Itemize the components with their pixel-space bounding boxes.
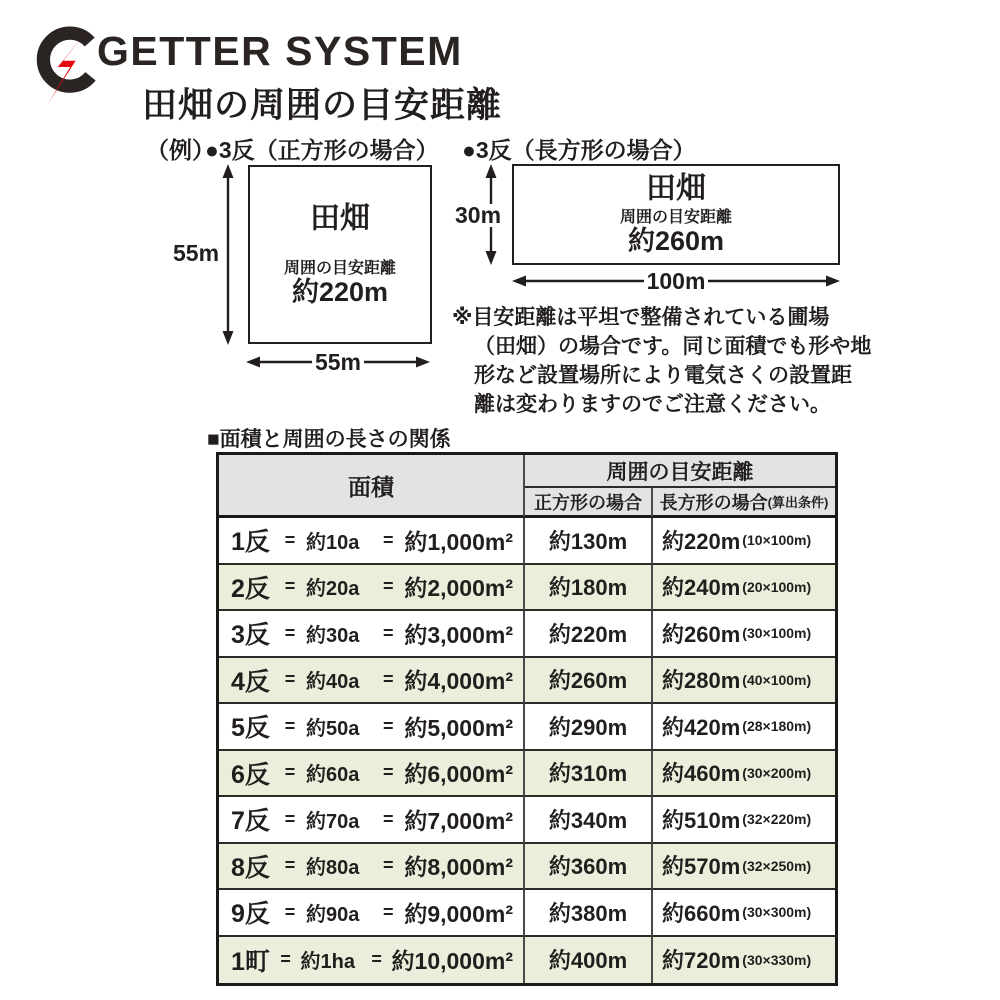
square-perimeter-cell: 約130m bbox=[525, 518, 653, 565]
brand-name: GETTER SYSTEM bbox=[97, 28, 463, 74]
equals-sign: = bbox=[284, 808, 296, 829]
area-are-value: 約10a bbox=[306, 531, 360, 554]
calc-condition: (30×300m) bbox=[742, 904, 812, 921]
rect-perimeter-cell bbox=[653, 565, 835, 612]
equals-sign: = bbox=[284, 669, 296, 690]
equals-sign: = bbox=[284, 576, 296, 597]
table-row-area-cell bbox=[219, 611, 525, 658]
area-tan-value: 4反 bbox=[231, 667, 270, 696]
rect-perimeter-value: 約570m bbox=[662, 854, 741, 880]
equals-sign: = bbox=[284, 855, 296, 876]
area-tan-value: 5反 bbox=[231, 714, 270, 743]
rect-perimeter-value: 約720m bbox=[662, 948, 741, 974]
table-row-area-cell bbox=[219, 658, 525, 705]
column-header-area: 面積 bbox=[219, 455, 525, 518]
rect-perimeter-cell bbox=[653, 937, 835, 984]
table-row-area-cell bbox=[219, 751, 525, 798]
area-are-value: 約20a bbox=[306, 578, 360, 601]
perimeter-label: 周囲の目安距離 bbox=[283, 259, 396, 277]
square-diagram-heading: ●3反（正方形の場合） bbox=[205, 137, 439, 163]
rect-perimeter-cell bbox=[653, 704, 835, 751]
area-are-value: 約30a bbox=[306, 624, 360, 647]
rect-perimeter-value: 約240m bbox=[662, 575, 741, 601]
equals-sign: = bbox=[382, 576, 394, 597]
rect-perimeter-cell bbox=[653, 844, 835, 891]
rect-perimeter-cell bbox=[653, 658, 835, 705]
note-line: ※目安距離は平坦で整備されている圃場 bbox=[452, 306, 830, 329]
horizontal-dimension-arrow bbox=[512, 267, 840, 294]
rect-width-label: 100m bbox=[644, 270, 709, 293]
area-sqm-value: 約4,000m² bbox=[404, 668, 513, 695]
calc-condition: (20×100m) bbox=[742, 578, 812, 595]
calc-condition: (40×100m) bbox=[742, 671, 812, 688]
square-perimeter-cell: 約290m bbox=[525, 704, 653, 751]
rect-perimeter-value: 約510m bbox=[662, 807, 741, 833]
area-are-value: 約90a bbox=[306, 903, 360, 926]
field-label: 田畑 bbox=[646, 172, 706, 205]
rect-perimeter-value: 約660m bbox=[662, 900, 741, 926]
equals-sign: = bbox=[284, 762, 296, 783]
rect-diagram-heading: ●3反（長方形の場合） bbox=[462, 137, 696, 163]
rect-perimeter-cell bbox=[653, 890, 835, 937]
note-line: 形など設置場所により電気さくの設置距 bbox=[474, 364, 852, 387]
rect-perimeter-value: 約260m bbox=[662, 621, 741, 647]
area-tan-value: 6反 bbox=[231, 760, 270, 789]
rect-perimeter-value: 約280m bbox=[662, 668, 741, 694]
square-perimeter-cell: 約220m bbox=[525, 611, 653, 658]
equals-sign: = bbox=[382, 715, 394, 736]
area-tan-value: 3反 bbox=[231, 621, 270, 650]
area-are-value: 約60a bbox=[306, 764, 360, 787]
page-title: 田畑の周囲の目安距離 bbox=[142, 86, 503, 125]
area-tan-value: 1反 bbox=[231, 528, 270, 557]
area-are-value: 約50a bbox=[306, 717, 360, 740]
area-sqm-value: 約8,000m² bbox=[404, 854, 513, 881]
square-width-label: 55m bbox=[312, 351, 364, 374]
area-tan-value: 2反 bbox=[231, 574, 270, 603]
area-sqm-value: 約1,000m² bbox=[404, 528, 513, 555]
table-row-area-cell bbox=[219, 797, 525, 844]
area-tan-value: 7反 bbox=[231, 807, 270, 836]
square-perimeter-cell: 約260m bbox=[525, 658, 653, 705]
rect-perimeter-cell bbox=[653, 751, 835, 798]
area-are-value: 約40a bbox=[306, 671, 360, 694]
square-perimeter-cell: 約310m bbox=[525, 751, 653, 798]
rect-perimeter-value: 約220m bbox=[662, 528, 741, 554]
column-header-perimeter: 周囲の目安距離 bbox=[525, 455, 835, 488]
table-row-area-cell bbox=[219, 565, 525, 612]
area-sqm-value: 約10,000m² bbox=[391, 948, 514, 975]
perimeter-label: 周囲の目安距離 bbox=[619, 209, 732, 226]
table-row-area-cell bbox=[219, 890, 525, 937]
perimeter-value: 約220m bbox=[291, 276, 389, 307]
column-header-rect-case bbox=[653, 488, 835, 518]
horizontal-dimension-arrow bbox=[246, 348, 430, 375]
calc-condition: (32×220m) bbox=[742, 811, 812, 828]
equals-sign: = bbox=[284, 901, 296, 922]
area-sqm-value: 約6,000m² bbox=[404, 761, 513, 788]
table-title: ■面積と周囲の長さの関係 bbox=[207, 428, 451, 451]
square-height-label: 55m bbox=[170, 242, 222, 265]
calc-condition: (10×100m) bbox=[742, 532, 812, 549]
equals-sign: = bbox=[382, 762, 394, 783]
caution-note bbox=[452, 303, 872, 419]
rect-field-box bbox=[512, 164, 840, 265]
equals-sign: = bbox=[382, 622, 394, 643]
calc-condition: (30×330m) bbox=[742, 951, 812, 968]
rect-case-label: 長方形の場合 bbox=[659, 492, 768, 513]
area-are-value: 約70a bbox=[306, 810, 360, 833]
calc-condition: (32×250m) bbox=[742, 857, 812, 874]
example-label: （例） bbox=[146, 137, 215, 163]
rect-perimeter-cell bbox=[653, 611, 835, 658]
equals-sign: = bbox=[280, 949, 291, 970]
area-tan-value: 8反 bbox=[231, 853, 270, 882]
square-perimeter-cell: 約180m bbox=[525, 565, 653, 612]
rect-perimeter-cell bbox=[653, 797, 835, 844]
equals-sign: = bbox=[382, 669, 394, 690]
rect-perimeter-value: 約460m bbox=[662, 761, 741, 787]
equals-sign: = bbox=[284, 622, 296, 643]
square-perimeter-cell: 約380m bbox=[525, 890, 653, 937]
field-label: 田畑 bbox=[310, 201, 370, 235]
equals-sign: = bbox=[382, 855, 394, 876]
area-sqm-value: 約7,000m² bbox=[404, 807, 513, 834]
equals-sign: = bbox=[284, 529, 296, 550]
calc-condition: (30×200m) bbox=[742, 764, 812, 781]
area-perimeter-table bbox=[216, 452, 838, 986]
area-sqm-value: 約3,000m² bbox=[404, 621, 513, 648]
rect-perimeter-value: 約420m bbox=[662, 714, 741, 740]
square-field-box bbox=[248, 165, 432, 344]
column-header-square-case: 正方形の場合 bbox=[525, 488, 653, 518]
equals-sign: = bbox=[382, 529, 394, 550]
note-line: （田畑）の場合です。同じ面積でも形や地 bbox=[474, 335, 872, 358]
area-sqm-value: 約9,000m² bbox=[404, 900, 513, 927]
table-row-area-cell bbox=[219, 704, 525, 751]
square-perimeter-cell: 約360m bbox=[525, 844, 653, 891]
square-perimeter-cell: 約400m bbox=[525, 937, 653, 984]
equals-sign: = bbox=[382, 901, 394, 922]
rect-height-label: 30m bbox=[452, 204, 504, 227]
area-tan-value: 1町 bbox=[231, 947, 270, 976]
rect-perimeter-cell bbox=[653, 518, 835, 565]
area-sqm-value: 約2,000m² bbox=[404, 575, 513, 602]
perimeter-value: 約260m bbox=[627, 226, 725, 256]
rect-case-note: (算出条件) bbox=[767, 495, 829, 510]
equals-sign: = bbox=[382, 808, 394, 829]
equals-sign: = bbox=[371, 949, 382, 970]
area-are-value: 約1ha bbox=[300, 951, 355, 974]
area-tan-value: 9反 bbox=[231, 900, 270, 929]
table-row-area-cell bbox=[219, 844, 525, 891]
note-line: 離は変わりますのでご注意ください。 bbox=[474, 393, 831, 416]
table-row-area-cell bbox=[219, 937, 525, 984]
calc-condition: (28×180m) bbox=[742, 718, 812, 735]
equals-sign: = bbox=[284, 715, 296, 736]
table-row-area-cell bbox=[219, 518, 525, 565]
calc-condition: (30×100m) bbox=[742, 625, 812, 642]
square-perimeter-cell: 約340m bbox=[525, 797, 653, 844]
area-are-value: 約80a bbox=[306, 857, 360, 880]
area-sqm-value: 約5,000m² bbox=[404, 714, 513, 741]
